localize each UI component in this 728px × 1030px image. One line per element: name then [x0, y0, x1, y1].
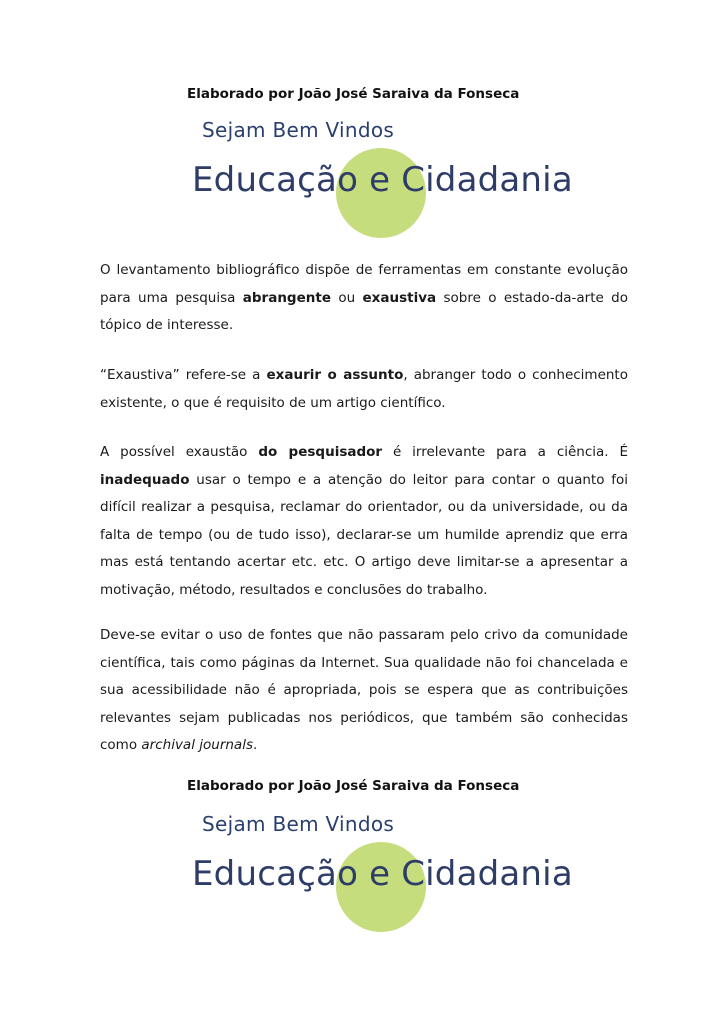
header-author: Elaborado por João José Saraiva da Fonseca — [187, 86, 520, 102]
logo-brand-text: Educação e Cidadania — [192, 160, 573, 200]
footer-logo — [176, 812, 573, 927]
logo-welcome-text: Sejam Bem Vindos — [202, 812, 395, 836]
header-logo — [176, 118, 573, 233]
logo-brand-text: Educação e Cidadania — [192, 854, 573, 894]
footer-author: Elaborado por João José Saraiva da Fonseca — [187, 778, 520, 794]
logo-welcome-text: Sejam Bem Vindos — [202, 118, 395, 142]
paragraph-2: “Exaustiva” refere-se a exaurir o assunto, abranger todo o conhecimento existente, o que é requisito de um artigo científico. — [100, 367, 628, 411]
paragraph-1: O levantamento bibliográfico dispõe de ferramentas em constante evolução para uma pesquisa abrangente ou exaustiva sobre o estado-da-arte do tópico de interesse. — [100, 262, 629, 333]
paragraph-4: Deve-se evitar o uso de fontes que não passaram pelo crivo da comunidade científica, tais como páginas da Internet. Sua qualidade não foi chancelada e sua acessibilidade não é apropriada, pois se espera que as contribuições relevantes sejam publicadas nos periódicos, que também são conhecidas como archival journals. — [100, 627, 628, 753]
paragraph-3: A possível exaustão do pesquisador é irrelevante para a ciência. É inadequado usar o tempo e a atenção do leitor para contar o quanto foi difícil realizar a pesquisa, reclamar do orientador, ou da universidade, ou da falta de tempo (ou de tudo isso), declarar-se um humilde aprendiz que erra mas está tentando acertar etc. etc. O artigo deve limitar-se a apresentar a motivação, método, resultados e conclusões do trabalho. — [100, 444, 629, 598]
